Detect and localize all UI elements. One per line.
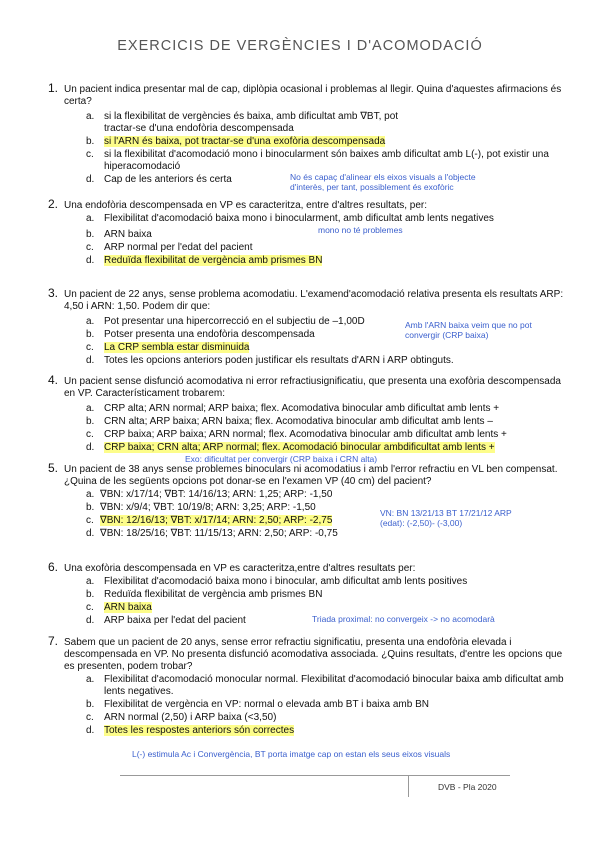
option-letter: b. xyxy=(86,329,95,340)
option-letter: b. xyxy=(86,416,95,427)
option-text: ARN baixa xyxy=(104,229,152,240)
option-text-highlighted: Totes les respostes anteriors són correctes xyxy=(104,725,295,736)
option-letter: d. xyxy=(86,615,95,626)
handwritten-note: Amb l'ARN baixa veim que no pot convergir (CRP baixa) xyxy=(405,320,532,340)
option-letter: a. xyxy=(86,674,95,685)
question-1 xyxy=(48,81,570,186)
option-letter: a. xyxy=(86,111,95,122)
option-letter: a. xyxy=(86,576,95,587)
option-text: Flexibilitat d'acomodació baixa mono i binocularment, amb dificultat amb lents negatives xyxy=(104,213,494,224)
option-letter: d. xyxy=(86,528,95,539)
option-text: Flexibilitat d'acomodació monocular normal. Flexibilitat d'acomodació binocular baixa amb dificultat amb lents negatives. xyxy=(104,674,564,697)
option-letter: b. xyxy=(86,502,95,513)
option-letter: a. xyxy=(86,213,95,224)
option-letter: d. xyxy=(86,442,95,453)
option-letter: c. xyxy=(86,149,94,160)
question-stem: Sabem que un pacient de 20 anys, sense error refractiu significatiu, presenta una endofòria elevada i descompensada en VP. No presenta disfunció acomodativa associada. ¿Quins resultats, d'entre les opcions que es presenten, podem trobar? xyxy=(64,637,563,672)
option-letter: c. xyxy=(86,242,94,253)
question-5 xyxy=(48,461,570,540)
handwritten-note: mono no té problemes xyxy=(318,225,403,235)
footer-divider-vertical xyxy=(408,775,409,797)
option-letter: a. xyxy=(86,489,95,500)
option-text: CRP baixa; ARP baixa; ARN normal; flex. Acomodativa binocular amb dificultat amb lents + xyxy=(104,429,507,440)
option-letter: c. xyxy=(86,712,94,723)
option-text-highlighted: CRP baixa; CRN alta; ARP normal; flex. Acomodació binocular ambdificultat amb lents + xyxy=(104,442,495,453)
option-letter: a. xyxy=(86,403,95,414)
option-letter: c. xyxy=(86,515,94,526)
option-text: ARP normal per l'edat del pacient xyxy=(104,242,253,253)
question-number: 6. xyxy=(48,560,59,574)
option-letter: c. xyxy=(86,602,94,613)
option-text: ∇BN: 18/25/16; ∇BT: 11/15/13; ARN: 2,50; ARP: -0,75 xyxy=(100,528,338,539)
option-letter: b. xyxy=(86,699,95,710)
option-letter: b. xyxy=(86,589,95,600)
option-text-highlighted: La CRP sembla estar disminuida xyxy=(104,342,250,353)
option-text-highlighted: Reduïda flexibilitat de vergència amb prismes BN xyxy=(104,255,323,266)
option-letter: b. xyxy=(86,229,95,240)
option-text: Flexibilitat de vergència en VP: normal o elevada amb BT i baixa amb BN xyxy=(104,699,429,710)
option-text-highlighted: si l'ARN és baixa, pot tractar-se d'una exofòria descompensada xyxy=(104,136,386,147)
handwritten-note: L(-) estimula Ac i Convergència, BT porta imatge cap on estan els seus eixos visuals xyxy=(132,749,451,759)
question-stem: Un pacient indica presentar mal de cap, diplòpia ocasional i problemas al llegir. Quina d'aquestes afirmacions és certa? xyxy=(64,84,562,107)
question-2 xyxy=(48,197,570,267)
option-letter: c. xyxy=(86,429,94,440)
question-number: 1. xyxy=(48,81,59,95)
option-text: CRP alta; ARN normal; ARP baixa; flex. Acomodativa binocular amb dificultat amb lents + xyxy=(104,403,500,414)
question-number: 4. xyxy=(48,373,59,387)
question-number: 3. xyxy=(48,286,59,300)
option-text: Potser presenta una endofòria descompensada xyxy=(104,329,315,340)
option-letter: d. xyxy=(86,255,95,266)
handwritten-note: VN: BN 13/21/13 BT 17/21/12 ARP (edat): (-2,50)- (-3,00) xyxy=(380,508,512,528)
question-number: 5. xyxy=(48,461,59,475)
option-text: ARN normal (2,50) i ARP baixa (<3,50) xyxy=(104,712,277,723)
question-4 xyxy=(48,373,570,454)
question-number: 2. xyxy=(48,197,59,211)
option-text: ARP baixa per l'edat del pacient xyxy=(104,615,246,626)
option-text: Flexibilitat d'acomodació baixa mono i binocular, amb dificultat amb lents positives xyxy=(104,576,468,587)
option-text: Pot presentar una hipercorrecció en el subjectiu de –1,00D xyxy=(104,316,365,327)
option-letter: d. xyxy=(86,725,95,736)
option-text-highlighted: ∇BN: 12/16/13; ∇BT: x/17/14; ARN: 2,50; ARP: -2,75 xyxy=(100,515,333,526)
question-stem: Un pacient sense disfunció acomodativa ni error refractiusignificatiu, que presenta una exofòria descompensada en VP. Característicament trobarem: xyxy=(64,376,561,399)
option-text: Cap de les anteriors és certa xyxy=(104,174,232,185)
option-text: Totes les opcions anteriors poden justificar els resultats d'ARN i ARP obtinguts. xyxy=(104,355,454,366)
option-text-highlighted: ARN baixa xyxy=(104,602,152,613)
option-text: ∇BN: x/17/14; ∇BT: 14/16/13; ARN: 1,25; ARP: -1,50 xyxy=(100,489,333,500)
question-stem: Un pacient de 38 anys sense problemes binoculars ni acomodatius i amb l'error refractiu en VL ben compensat. ¿Quina de les següents opcions pot donar-se en l'examen VP (40 cm) del pacient? xyxy=(64,464,558,487)
option-text: Reduïda flexibilitat de vergència amb prismes BN xyxy=(104,589,323,600)
option-text: si la flexibilitat d'acomodació mono i binocularment són baixes amb dificultat amb L(-), pot existir una hiperacomodació xyxy=(104,149,549,172)
option-letter: a. xyxy=(86,316,95,327)
question-7 xyxy=(48,634,570,737)
handwritten-note: Triada proximal: no convergeix -> no acomodarà xyxy=(312,614,495,624)
question-stem: Una exofòria descompensada en VP es caracteritza,entre d'altres resultats per: xyxy=(64,563,416,574)
question-stem: Una endofòria descompensada en VP es caracteritza, entre d'altres resultats, per: xyxy=(64,200,428,211)
option-letter: b. xyxy=(86,136,95,147)
option-text: si la flexibilitat de vergències és baixa, amb dificultat amb ∇BT, pot tractar-se d'una endofòria descompensada xyxy=(104,111,399,134)
handwritten-note: Exo: dificultat per convergir (CRP baixa i CRN alta) xyxy=(185,454,378,464)
option-text: ∇BN: x/9/4; ∇BT: 10/19/8; ARN: 3,25; ARP: -1,50 xyxy=(100,502,316,513)
question-stem: Un pacient de 22 anys, sense problema acomodatiu. L'examend'acomodació relativa presenta els resultats ARP: 4,50 i ARN: 1,50. Podem dir que: xyxy=(64,289,564,312)
option-letter: c. xyxy=(86,342,94,353)
option-text: CRN alta; ARP baixa; ARN baixa; flex. Acomodativa binocular amb dificultat amb lents – xyxy=(104,416,493,427)
footer-text: DVB - Pla 2020 xyxy=(438,782,497,792)
footer-divider xyxy=(120,775,510,776)
handwritten-note: No és capaç d'alinear els eixos visuals a l'objecte d'interès, per tant, possiblement és exofòric xyxy=(290,172,476,192)
page-title: EXERCICIS DE VERGÈNCIES I D'ACOMODACIÓ xyxy=(117,38,483,54)
question-number: 7. xyxy=(48,634,59,648)
option-letter: d. xyxy=(86,174,95,185)
option-letter: d. xyxy=(86,355,95,366)
